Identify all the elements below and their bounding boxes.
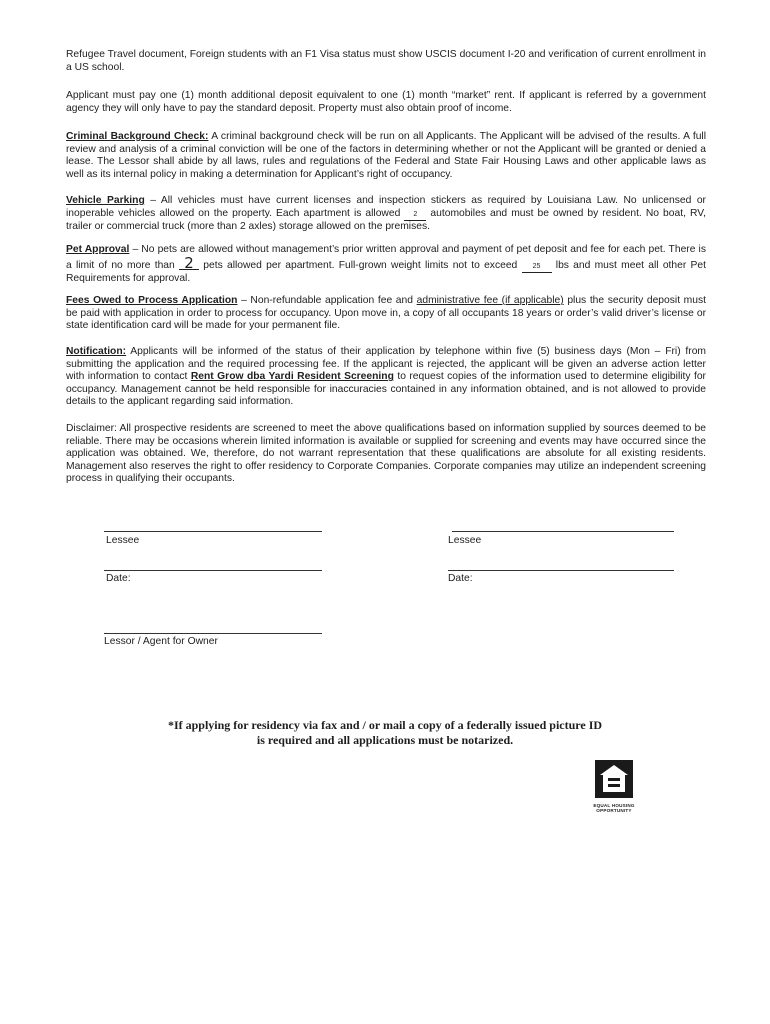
equal-housing-opportunity-icon [595, 760, 633, 798]
lessor-signature-line[interactable] [104, 633, 322, 634]
disclaimer-paragraph: Disclaimer: All prospective residents are screened to meet the above qualifications based on information supplied by sources deemed to be reliable. There may be occasions wherein limited information is available or supplied for screening and events may have occurred since the application was obtained. We, therefore, do not warrant representation that these qualifications are absolute for all existing residents. Management also reserves the right to offer residency to Corporate Companies. Corporate companies may utilize an independent screening process in qualifying their occupants. [66, 423, 706, 485]
notice-line-1: *If applying for residency via fax and / or mail a copy of a federally issued picture ID [167, 718, 603, 732]
pet-approval-text-2: pets allowed per apartment. Full-grown weight limits not to exceed [203, 259, 518, 271]
vehicle-parking-heading: Vehicle Parking [66, 195, 145, 206]
lessor-label: Lessor / Agent for Owner [104, 636, 218, 647]
notification-text-2: to request copies of the information used to determine eligibility for occupancy. Management cannot be held responsible for inaccuracies contained in any information obtained, and is not allowed to provide details to the applicant regarding said information. [66, 371, 706, 408]
lessee-right-signature-line[interactable] [452, 531, 674, 532]
vehicle-parking-text-2: automobiles and must be owned by resident. No boat, RV, trailer or commercial truck (more than 2 axles) storage allowed on the premises. [66, 207, 706, 232]
pet-limit-blank: 2 [179, 257, 199, 270]
lessee-left-signature-line[interactable] [104, 531, 322, 532]
criminal-background-text: A criminal background check will be run on all Applicants. The Applicant will be advised of the results. A full review and analysis of a criminal conviction will be one of the factors in determining whether or not the Applicant will be granted or denied a lease. The Lessor shall abide by all laws, rules and regulations of the Federal and State Fair Housing Laws and other applicable laws as well as its internal policy in making a determination for Applicant’s right of occupancy. [66, 131, 706, 180]
date-left-label: Date: [106, 573, 131, 584]
fees-paragraph [66, 295, 706, 333]
vehicle-allowed-blank: 2 [404, 210, 426, 221]
lessee-left-label: Lessee [106, 535, 140, 546]
equal-housing-logo [586, 760, 642, 814]
fees-heading: Fees Owed to Process Application [66, 295, 238, 306]
date-right-label: Date: [448, 573, 473, 584]
pet-approval-text-3: lbs and must meet all other Pet Requirements for approval. [66, 259, 706, 284]
deposit-paragraph: Applicant must pay one (1) month additional deposit equivalent to one (1) month “market” rent. If applicant is referred by a government agency they will only have to pay the standard deposit. Property must also obtain proof of income. [66, 90, 706, 114]
date-right-line[interactable] [448, 570, 674, 571]
weight-limit-blank: 25 [522, 262, 552, 273]
notification-heading: Notification: [66, 346, 127, 357]
equal-housing-caption-1: EQUAL HOUSING [593, 803, 635, 808]
vehicle-parking-text: – All vehicles must have current licenses and inspection stickers as required by Louisiana Law. No unlicensed or inoperable vehicles allowed on the property. Each apartment is allowed [66, 195, 706, 219]
equal-housing-caption-2: OPPORTUNITY [596, 808, 632, 814]
administrative-fee-text: administrative fee (if applicable) [416, 295, 564, 306]
vehicle-parking-paragraph [66, 195, 706, 233]
pet-approval-text: – No pets are allowed without management’s prior written approval and payment of pet deposit and fee for each pet. There is a limit of no more than [66, 244, 706, 271]
notification-paragraph [66, 346, 706, 409]
fees-text: – Non-refundable application fee and [241, 295, 413, 306]
fees-text-2: plus the security deposit must be paid with application in order to process for occupancy. Upon move in, a copy of all occupants 18 years or order’s valid driver’s license or state identification card will be made for your permanent file. [66, 295, 706, 332]
notification-text: Applicants will be informed of the status of their application by telephone within five (5) business days (Mon – Fri) from submitting the application and the required processing fee. If the applicant is rejected, the applicant will be given an adverse action letter with information to contact [66, 346, 706, 383]
lessee-right-label: Lessee [448, 535, 482, 546]
date-left-line[interactable] [104, 570, 322, 571]
pet-approval-heading: Pet Approval [66, 244, 130, 255]
notice-line-2: is required and all applications must be notarized. [256, 733, 514, 747]
screening-company-name: Rent Grow dba Yardi Resident Screening [190, 371, 394, 383]
notarization-notice [120, 718, 650, 748]
criminal-background-paragraph [66, 131, 706, 181]
id-requirements-paragraph: Refugee Travel document, Foreign students with an F1 Visa status must show USCIS document I-20 and verification of current enrollment in a US school. [66, 49, 706, 73]
pet-approval-paragraph [66, 244, 706, 285]
criminal-background-heading: Criminal Background Check: [66, 131, 209, 142]
